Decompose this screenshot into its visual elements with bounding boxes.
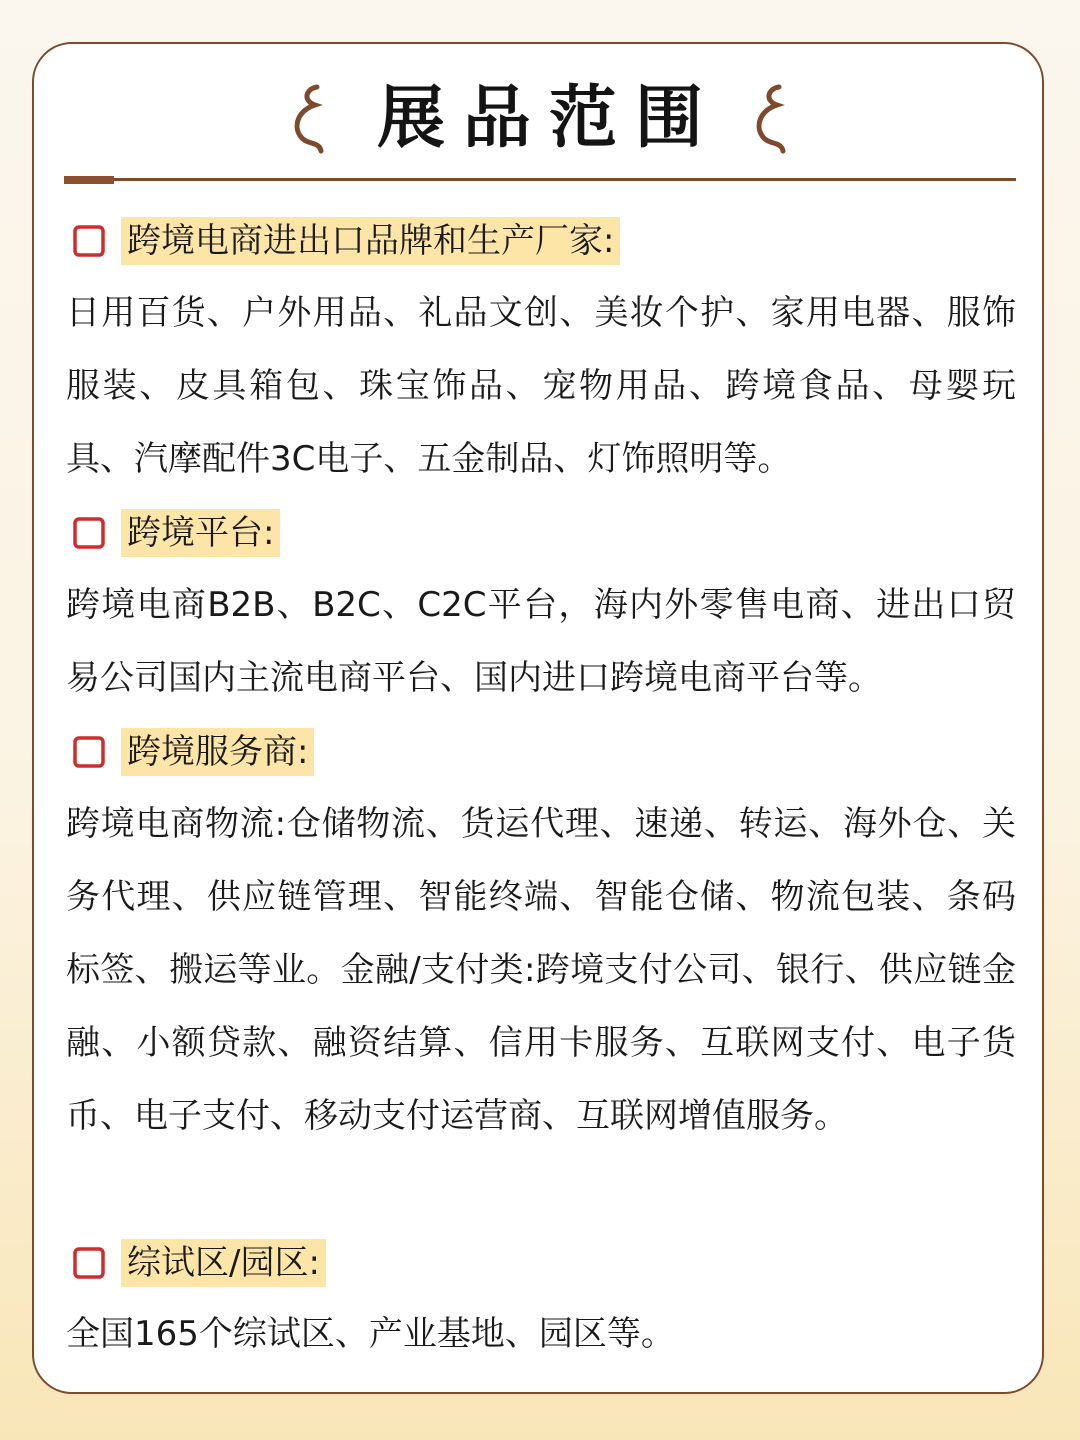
section-heading bbox=[72, 508, 280, 558]
section-body: 日用百货、户外用品、礼品文创、美妆个护、家用电器、服饰服装、皮具箱包、珠宝饰品、宠物用品、跨境食品、母婴玩具、汽摩配件3C电子、五金制品、灯饰照明等。 bbox=[66, 293, 1016, 479]
section-body: 跨境电商物流:仓储物流、货运代理、速递、转运、海外仓、关务代理、供应链管理、智能终端、智能仓储、物流包装、条码标签、搬运等业。金融/支付类:跨境支付公司、银行、供应链金融、小额贷款、融资结算、信用卡服务、互联网支付、电子货币、电子支付、移动支付运营商、互联网增值服务。 bbox=[66, 804, 1016, 1136]
section-heading-label: 跨境服务商: bbox=[121, 728, 314, 776]
section-heading bbox=[72, 727, 314, 777]
checkbox-icon bbox=[72, 735, 106, 769]
section-heading bbox=[72, 216, 620, 266]
divider-accent bbox=[64, 176, 114, 184]
title-row bbox=[0, 78, 1080, 160]
checkbox-icon bbox=[72, 516, 106, 550]
section-heading bbox=[72, 1238, 326, 1288]
page-title: 展品范围 bbox=[376, 79, 721, 158]
squiggle-icon bbox=[287, 79, 331, 159]
section-heading-label: 跨境平台: bbox=[121, 509, 280, 557]
squiggle-icon bbox=[749, 79, 793, 159]
checkbox-icon bbox=[72, 1246, 106, 1280]
section-body: 全国165个综试区、产业基地、园区等。 bbox=[66, 1314, 675, 1354]
section-body: 跨境电商B2B、B2C、C2C平台，海内外零售电商、进出口贸易公司国内主流电商平台、国内进口跨境电商平台等。 bbox=[66, 585, 1016, 698]
section-heading-label: 跨境电商进出口品牌和生产厂家: bbox=[121, 217, 620, 265]
checkbox-icon bbox=[72, 224, 106, 258]
title-divider bbox=[64, 178, 1016, 181]
section-heading-label: 综试区/园区: bbox=[121, 1239, 326, 1287]
